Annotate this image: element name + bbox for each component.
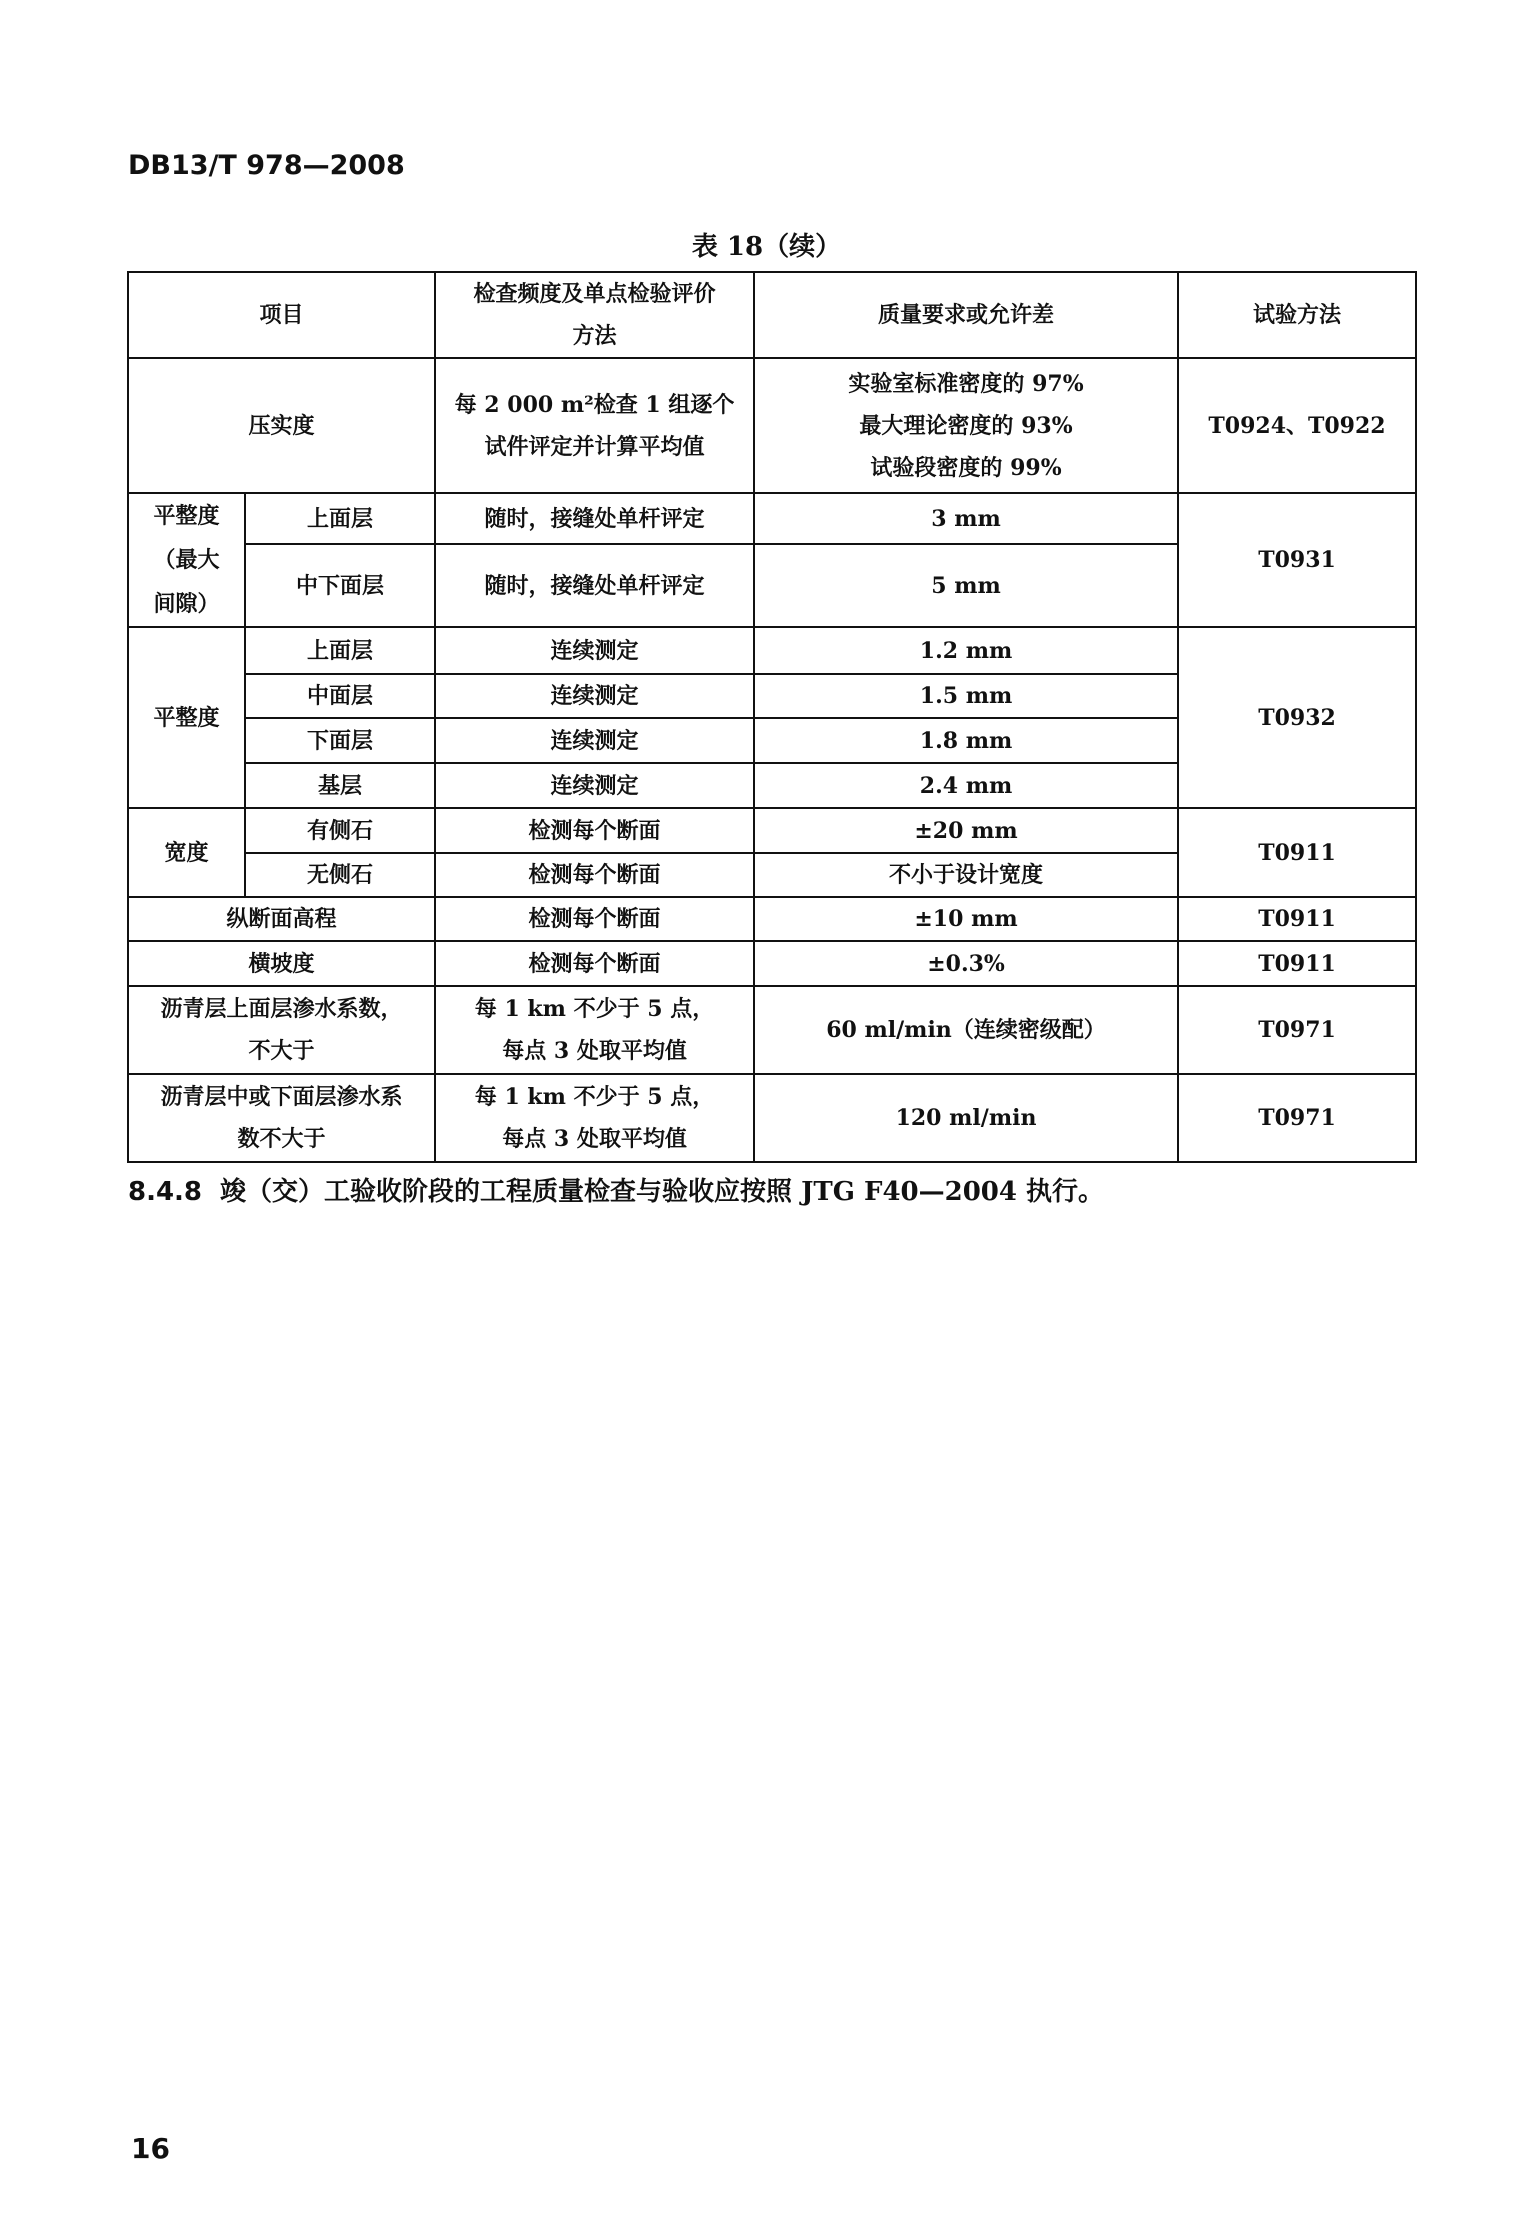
sub-item: 下面层 (245, 718, 435, 763)
clause-text: 竣（交）工验收阶段的工程质量检查与验收应按照 JTG F40—2004 执行。 (220, 1177, 1105, 1207)
quality-cell: 1.2 mm (754, 627, 1178, 674)
item-compaction: 压实度 (128, 358, 435, 493)
header-frequency: 检查频度及单点检验评价 方法 (435, 272, 754, 358)
sub-item: 中下面层 (245, 544, 435, 627)
quality-cell: 2.4 mm (754, 763, 1178, 808)
sub-item: 上面层 (245, 493, 435, 544)
header-item: 项目 (128, 272, 435, 358)
method-cell: T0931 (1178, 493, 1416, 627)
clause-number: 8.4.8 (128, 1177, 203, 1207)
quality-inspection-table (127, 271, 1417, 1163)
sub-item: 基层 (245, 763, 435, 808)
quality-cell: 不小于设计宽度 (754, 853, 1178, 897)
page-number: 16 (131, 2132, 170, 2165)
frequency-cell: 检测每个断面 (435, 808, 754, 853)
sub-item: 中面层 (245, 674, 435, 718)
clause-paragraph (128, 1171, 1104, 1208)
frequency-cell: 检测每个断面 (435, 941, 754, 986)
frequency-cell: 连续测定 (435, 674, 754, 718)
quality-cell: 120 ml/min (754, 1074, 1178, 1162)
item-permeability-upper: 沥青层上面层渗水系数， 不大于 (128, 986, 435, 1074)
table-row (128, 986, 1416, 1074)
item-elevation: 纵断面高程 (128, 897, 435, 941)
table-row (128, 941, 1416, 986)
sub-item: 上面层 (245, 627, 435, 674)
table-header-row (128, 272, 1416, 358)
frequency-cell: 连续测定 (435, 763, 754, 808)
method-cell: T0971 (1178, 986, 1416, 1074)
method-cell: T0911 (1178, 941, 1416, 986)
header-method: 试验方法 (1178, 272, 1416, 358)
document-id: DB13/T 978—2008 (128, 150, 405, 181)
table-row (128, 808, 1416, 853)
frequency-cell: 检测每个断面 (435, 897, 754, 941)
quality-cell: 1.8 mm (754, 718, 1178, 763)
group-flatness-gap: 平整度 （最大 间隙） (128, 493, 245, 627)
method-compaction: T0924、T0922 (1178, 358, 1416, 493)
quality-cell: 1.5 mm (754, 674, 1178, 718)
table-row (128, 358, 1416, 493)
header-quality: 质量要求或允许差 (754, 272, 1178, 358)
quality-cell: 5 mm (754, 544, 1178, 627)
quality-cell: 3 mm (754, 493, 1178, 544)
table-row (128, 493, 1416, 544)
method-cell: T0932 (1178, 627, 1416, 808)
freq-compaction: 每 2 000 m²检查 1 组逐个 试件评定并计算平均值 (435, 358, 754, 493)
frequency-cell: 每 1 km 不少于 5 点， 每点 3 处取平均值 (435, 986, 754, 1074)
table-row (128, 627, 1416, 674)
frequency-cell: 检测每个断面 (435, 853, 754, 897)
item-permeability-lower: 沥青层中或下面层渗水系 数不大于 (128, 1074, 435, 1162)
quality-cell: ±10 mm (754, 897, 1178, 941)
method-cell: T0971 (1178, 1074, 1416, 1162)
frequency-cell: 每 1 km 不少于 5 点， 每点 3 处取平均值 (435, 1074, 754, 1162)
quality-compaction: 实验室标准密度的 97% 最大理论密度的 93% 试验段密度的 99% (754, 358, 1178, 493)
table-row (128, 897, 1416, 941)
quality-cell: ±0.3% (754, 941, 1178, 986)
frequency-cell: 连续测定 (435, 627, 754, 674)
frequency-cell: 随时，接缝处单杆评定 (435, 544, 754, 627)
table-row (128, 1074, 1416, 1162)
quality-cell: 60 ml/min（连续密级配） (754, 986, 1178, 1074)
method-cell: T0911 (1178, 897, 1416, 941)
sub-item: 有侧石 (245, 808, 435, 853)
frequency-cell: 连续测定 (435, 718, 754, 763)
frequency-cell: 随时，接缝处单杆评定 (435, 493, 754, 544)
quality-cell: ±20 mm (754, 808, 1178, 853)
group-flatness: 平整度 (128, 627, 245, 808)
group-width: 宽度 (128, 808, 245, 897)
item-crossfall: 横坡度 (128, 941, 435, 986)
sub-item: 无侧石 (245, 853, 435, 897)
table-title: 表 18（续） (691, 232, 842, 262)
method-cell: T0911 (1178, 808, 1416, 897)
